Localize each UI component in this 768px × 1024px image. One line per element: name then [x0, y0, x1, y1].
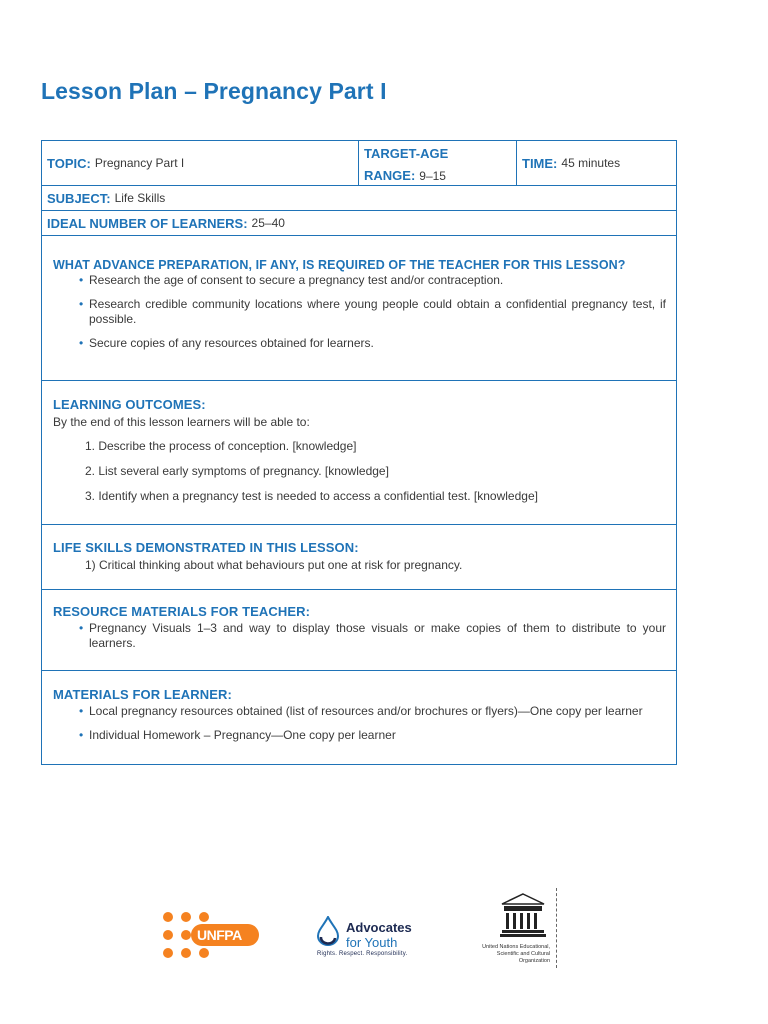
- age-label-line2: RANGE:: [364, 168, 416, 183]
- preparation-heading: WHAT ADVANCE PREPARATION, IF ANY, IS REQUIRED OF THE TEACHER FOR THIS LESSON?: [53, 258, 626, 272]
- learners-row: [42, 210, 676, 235]
- logo-dot: [181, 912, 191, 922]
- logo-dot: [163, 912, 173, 922]
- logo-dot: [181, 930, 191, 940]
- logo-dot: [163, 930, 173, 940]
- preparation-section: [42, 235, 676, 380]
- learner-materials-heading: MATERIALS FOR LEARNER:: [53, 687, 232, 702]
- unfpa-wordmark: UNFPA: [197, 927, 242, 943]
- advocates-tagline: Rights. Respect. Responsibility.: [317, 951, 408, 957]
- unesco-name: United Nations Educational, Scientific and Cultural Organization: [482, 944, 550, 964]
- preparation-list: [53, 273, 666, 351]
- learners-value: 25–40: [251, 216, 285, 230]
- life-skills-list: [53, 558, 666, 573]
- topic-value: Pregnancy Part I: [94, 156, 185, 170]
- list-item: 3. Identify when a pregnancy test is needed to access a confidential test. [knowledge]: [85, 489, 538, 503]
- logo-dot: [181, 948, 191, 958]
- for-youth-wordmark: for Youth: [346, 935, 398, 950]
- age-label-line1: TARGET-AGE: [364, 146, 449, 161]
- list-item: 2. List several early symptoms of pregnancy. [knowledge]: [85, 464, 389, 478]
- logo-dot: [199, 912, 209, 922]
- outcomes-section: [42, 380, 676, 524]
- time-value: 45 minutes: [561, 156, 621, 170]
- list-item: • Secure copies of any resources obtained for learners.: [89, 336, 666, 351]
- time-cell: [517, 141, 676, 185]
- temple-icon: [500, 892, 546, 938]
- teacher-resources-section: [42, 589, 676, 670]
- partner-logos: [0, 880, 768, 970]
- subject-value: Life Skills: [114, 191, 166, 205]
- time-label: TIME:: [522, 155, 558, 171]
- age-value: 9–15: [419, 169, 446, 183]
- topic-cell: [42, 141, 359, 185]
- list-item: 1) Critical thinking about what behaviours put one at risk for pregnancy.: [85, 558, 463, 572]
- life-skills-heading: LIFE SKILLS DEMONSTRATED IN THIS LESSON:: [53, 540, 359, 555]
- age-range-cell: [359, 141, 517, 185]
- outcomes-list: [53, 439, 666, 504]
- header-row: [42, 141, 676, 185]
- logo-dot: [199, 948, 209, 958]
- list-item: • Local pregnancy resources obtained (list of resources and/or brochures or flyers)—One copy per learner: [89, 704, 666, 719]
- page-title: Lesson Plan – Pregnancy Part I: [41, 78, 387, 104]
- learners-label: IDEAL NUMBER OF LEARNERS:: [47, 215, 248, 231]
- unesco-logo: [470, 888, 566, 972]
- unesco-divider: [556, 888, 557, 968]
- subject-label: SUBJECT:: [47, 190, 111, 206]
- subject-row: [42, 185, 676, 210]
- advocates-wordmark: Advocates: [346, 920, 412, 935]
- list-item: • Research the age of consent to secure a pregnancy test and/or contraception.: [89, 273, 666, 288]
- water-drop-icon: [315, 916, 341, 946]
- teacher-resources-list: [53, 621, 666, 651]
- list-item: • Individual Homework – Pregnancy—One copy per learner: [89, 728, 666, 743]
- lesson-plan-table: [41, 140, 677, 765]
- learner-materials-section: [42, 670, 676, 764]
- outcomes-heading: LEARNING OUTCOMES:: [53, 397, 206, 412]
- teacher-resources-heading: RESOURCE MATERIALS FOR TEACHER:: [53, 604, 311, 619]
- logo-dot: [163, 948, 173, 958]
- list-item: • Pregnancy Visuals 1–3 and way to display those visuals or make copies of them to distribute to your learners.: [89, 621, 666, 651]
- list-item: 1. Describe the process of conception. [knowledge]: [85, 439, 357, 453]
- life-skills-section: [42, 524, 676, 589]
- list-item: • Research credible community locations where young people could obtain a confidential pregnancy test, if possible.: [89, 297, 666, 327]
- unfpa-logo: [163, 910, 263, 958]
- learner-materials-list: [53, 704, 666, 743]
- topic-label: TOPIC:: [47, 155, 91, 171]
- advocates-for-youth-logo: [315, 910, 425, 962]
- outcomes-intro: By the end of this lesson learners will be able to:: [53, 415, 310, 429]
